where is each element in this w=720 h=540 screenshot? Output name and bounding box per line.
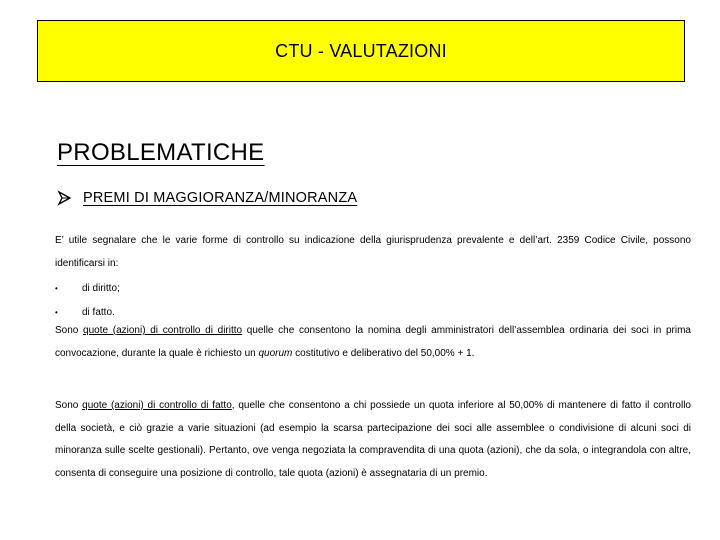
bullet-icon: • bbox=[55, 308, 58, 317]
bullet-text: di diritto; bbox=[82, 283, 120, 294]
section-heading: PROBLEMATICHE bbox=[57, 139, 265, 166]
bullet-icon: • bbox=[55, 284, 58, 293]
italic-term: quorum bbox=[258, 347, 293, 359]
text-run: costitutivo e deliberativo del 50,00% + 1. bbox=[292, 347, 475, 359]
text-run: Sono bbox=[55, 325, 84, 336]
text-run: , quelle che consentono a chi possiede un quota inferiore al 50,00% di mantenere di fatto il controllo della società, e ciò grazie a varie situazioni (ad esempio la scarsa partecipazione dei soci alle assemblee o condivisione di alcuni soci di minoranza sulle scelte gestionali). Pertanto, ove venga negoziata la compravendita di una quota (azioni), che da sola, o integrandola con altre, consenta di conseguire una posizione di controllo, tale quota (azioni) è assegnataria di un premio. bbox=[55, 400, 691, 479]
slide-title: CTU - VALUTAZIONI bbox=[275, 40, 447, 61]
intro-paragraph: E’ utile segnalare che le varie forme di controllo su indicazione della giurisprudenza prevalente e dell’art. 2359 Codice Civile, possono identificarsi in: bbox=[55, 235, 691, 269]
text-run: Sono bbox=[55, 400, 83, 411]
subheading bbox=[57, 190, 357, 206]
list-item bbox=[55, 277, 120, 301]
arrow-bullet-icon bbox=[57, 190, 73, 206]
subheading-text: PREMI DI MAGGIORANZA/MINORANZA bbox=[83, 190, 358, 206]
underlined-term: quote (azioni) di controllo di diritto bbox=[83, 325, 243, 336]
paragraph-control-by-right bbox=[55, 320, 691, 365]
text-run: quelle che consentono la nomina degli amministratori dell’assemblea ordinaria dei soci in prima convocazione, durante la quale è richiesto un bbox=[55, 325, 691, 359]
bullet-list bbox=[55, 277, 120, 325]
underlined-term: quote (azioni) di controllo di fatto bbox=[82, 400, 232, 411]
paragraph-control-by-fact bbox=[55, 395, 691, 485]
title-banner bbox=[37, 20, 685, 82]
bullet-text: di fatto. bbox=[82, 307, 115, 318]
